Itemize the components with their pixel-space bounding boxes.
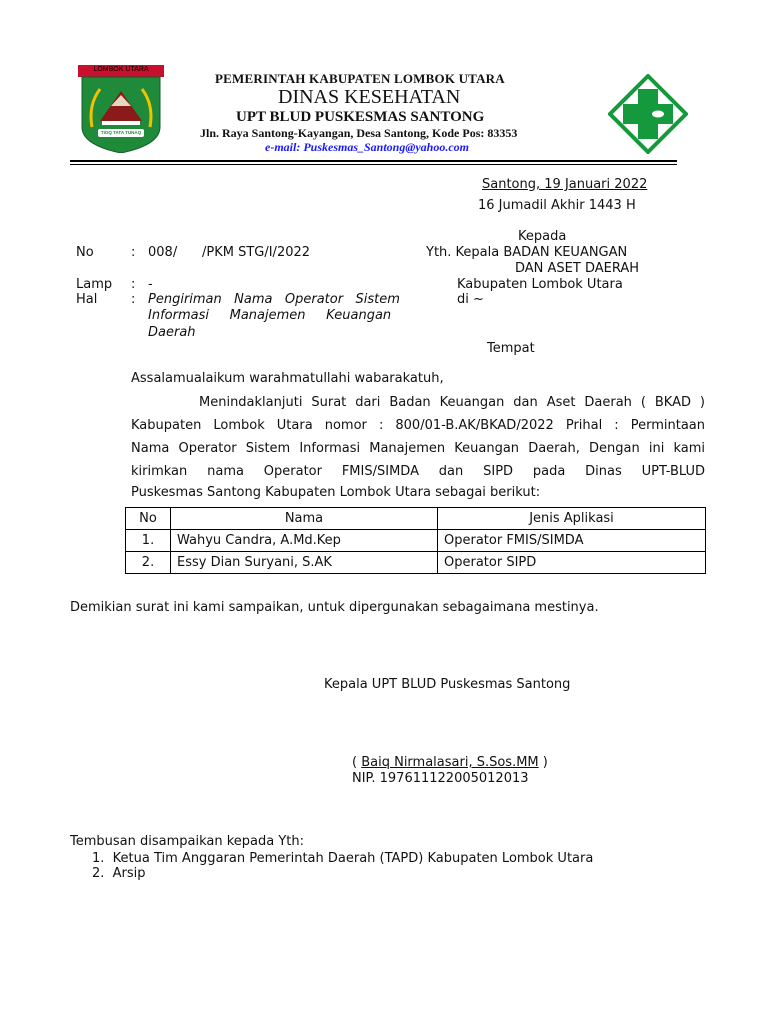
recipient-line2: DAN ASET DAERAH — [515, 261, 640, 276]
email-line: e-mail: Puskesmas_Santong@yahoo.com — [265, 140, 469, 154]
open-paren: ( — [352, 755, 362, 770]
agency-title: DINAS KESEHATAN — [278, 86, 461, 108]
header-jenis-aplikasi: Jenis Aplikasi — [438, 508, 706, 530]
hal-label: Hal — [76, 292, 98, 307]
hal-line3: Daerah — [148, 325, 196, 340]
cell-nama: Wahyu Candra, A.Md.Kep — [171, 530, 438, 552]
cc-heading: Tembusan disampaikan kepada Yth: — [70, 834, 305, 849]
no-colon: : — [131, 245, 136, 260]
logo-ribbon-text: TIOQ TATA TUNAQ — [100, 130, 142, 135]
logo-banner-text: LOMBOK UTARA — [93, 66, 149, 73]
hal-line1: Pengiriman Nama Operator Sistem — [148, 292, 400, 307]
body-line-5: Puskesmas Santong Kabupaten Lombok Utara sebagai berikut: — [131, 485, 541, 500]
signer-name: Baiq Nirmalasari, S.Sos.MM — [361, 755, 539, 770]
recipient-tempat: Tempat — [487, 341, 535, 356]
kepada-label: Kepada — [518, 229, 567, 244]
lamp-label: Lamp — [76, 277, 113, 292]
recipient-line3: Kabupaten Lombok Utara — [457, 277, 623, 292]
operator-table — [125, 507, 706, 574]
gov-title: PEMERINTAH KABUPATEN LOMBOK UTARA — [215, 71, 505, 86]
hijri-date: 16 Jumadil Akhir 1443 H — [478, 198, 636, 213]
no-value: 008/ /PKM STG/I/2022 — [148, 245, 311, 260]
recipient-di: di ~ — [457, 292, 484, 307]
cc-item-2: 2. Arsip — [92, 866, 146, 881]
header-nama: Nama — [171, 508, 438, 530]
hal-line2: Informasi Manajemen Keuangan — [148, 308, 392, 323]
header-no: No — [126, 508, 171, 530]
close-paren: ) — [538, 755, 548, 770]
closing-sentence: Demikian surat ini kami sampaikan, untuk dipergunakan sebagaimana mestinya. — [70, 600, 599, 615]
body-line-2: Kabupaten Lombok Utara nomor : 800/01-B.AK/BKAD/2022 Prihal : Permintaan — [131, 418, 705, 433]
body-line-4: kirimkan nama Operator FMIS/SIMDA dan SIPD pada Dinas UPT-BLUD — [131, 464, 705, 479]
table-row — [126, 530, 706, 552]
table-row — [126, 552, 706, 574]
cell-jenis: Operator SIPD — [438, 552, 706, 574]
greeting: Assalamualaikum warahmatullahi wabarakatuh, — [131, 371, 444, 386]
cc-item-1: 1. Ketua Tim Anggaran Pemerintah Daerah (TAPD) Kabupaten Lombok Utara — [92, 851, 594, 866]
body-line-1: Menindaklanjuti Surat dari Badan Keuangan dan Aset Daerah ( BKAD ) — [199, 395, 705, 410]
letterhead-divider-thin — [70, 164, 677, 165]
signer-nip: NIP. 197611122005012013 — [352, 771, 529, 786]
kabupaten-logo — [78, 65, 164, 153]
unit-title: UPT BLUD PUSKESMAS SANTONG — [236, 109, 485, 125]
letter-date: Santong, 19 Januari 2022 — [482, 177, 648, 192]
lamp-value: - — [148, 277, 153, 292]
signer-name-line — [352, 755, 548, 770]
table-header-row — [126, 508, 706, 530]
cell-no: 1. — [126, 530, 171, 552]
no-label: No — [76, 245, 94, 260]
letterhead-divider — [70, 160, 677, 162]
address-line: Jln. Raya Santong-Kayangan, Desa Santong, Kode Pos: 83353 — [200, 126, 518, 140]
recipient-line1: Yth. Kepala BADAN KEUANGAN — [426, 245, 628, 260]
signer-title: Kepala UPT BLUD Puskesmas Santong — [324, 677, 571, 692]
puskesmas-logo — [608, 74, 688, 154]
body-line-3: Nama Operator Sistem Informasi Manajemen Keuangan Daerah, Dengan ini kami — [131, 441, 705, 456]
cell-nama: Essy Dian Suryani, S.AK — [171, 552, 438, 574]
lamp-colon: : — [131, 277, 136, 292]
cell-jenis: Operator FMIS/SIMDA — [438, 530, 706, 552]
hal-colon: : — [131, 292, 136, 307]
cell-no: 2. — [126, 552, 171, 574]
